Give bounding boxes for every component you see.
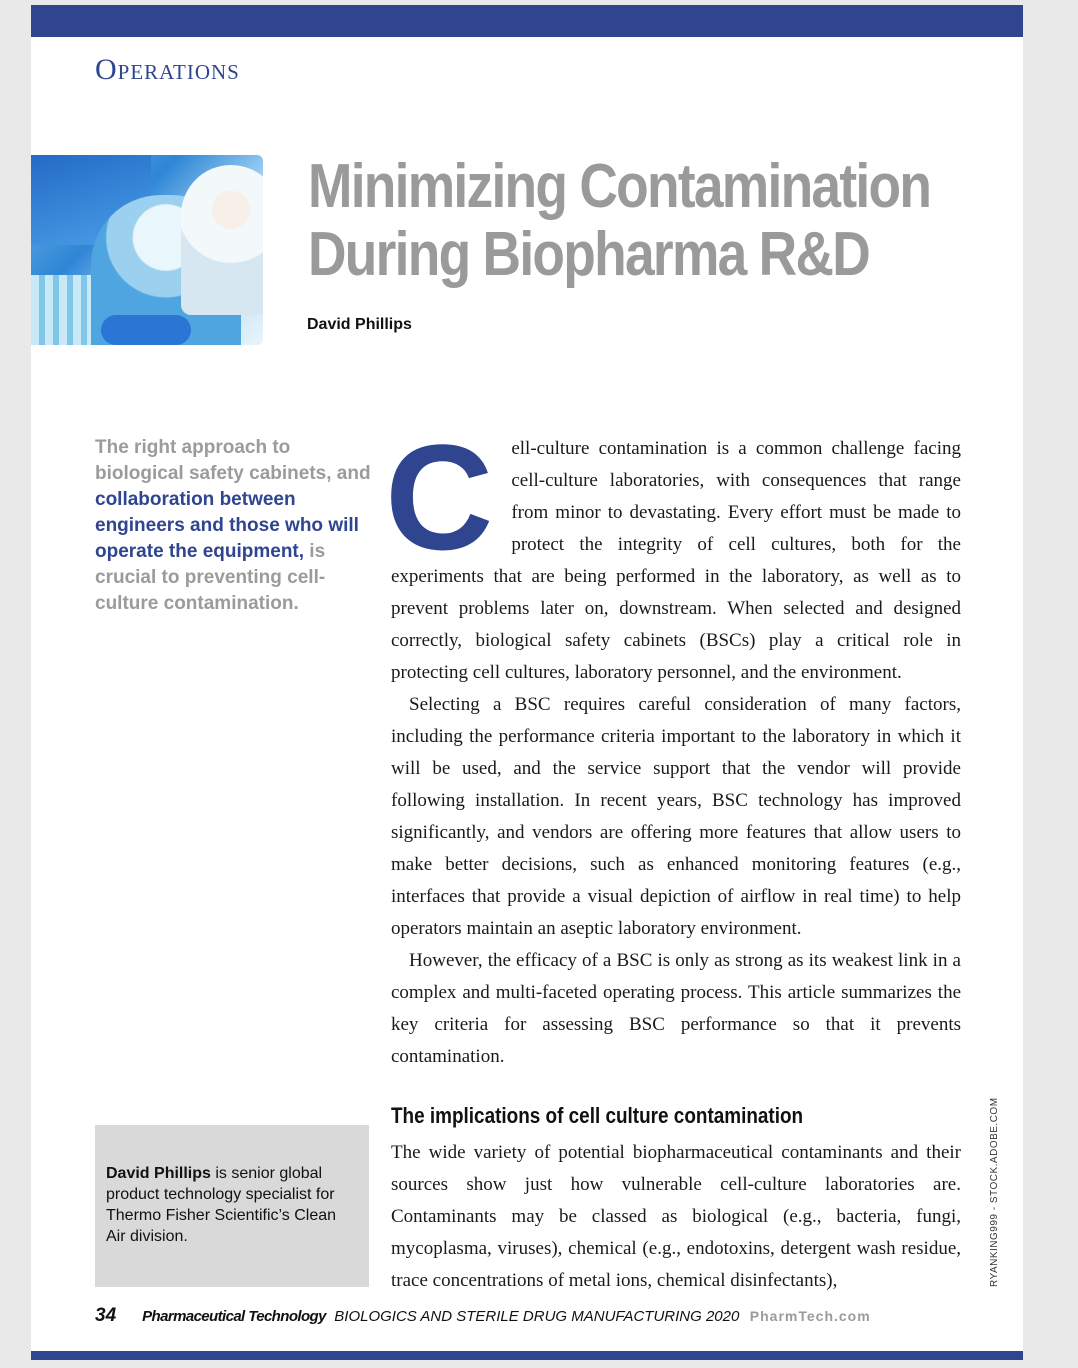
article-title [308,153,944,289]
bottom-color-bar [31,1351,1023,1360]
website-link[interactable]: PharmTech.com [749,1308,871,1324]
subsection-heading: The implications of cell culture contamination [391,1103,804,1128]
pull-quote-part-2: is crucial to preventing cell-culture contamination. [95,541,326,614]
title-line-1: Minimizing Contamination [308,152,931,221]
issue-name: BIOLOGICS AND STERILE DRUG MANUFACTURING 2020 [334,1308,740,1325]
lab-scientists-photo [31,155,263,345]
author-byline: David Phillips [307,316,412,333]
article-body [385,413,961,1073]
bio-name: David Phillips [106,1165,211,1182]
body-paragraph-2: Selecting a BSC requires careful consideration of many factors, including the performance criteria important to the laboratory in which it will be used, and the service support that the vendor will provide following installation. In recent years, BSC technology has improved significantly, and vendors are offering more features that allow users to make better decisions, such as enhanced monitoring features (e.g., interfaces that provide a visual depiction of airflow in real time) to help operators maintain an aseptic laboratory environment. [391,694,961,939]
drop-cap: C [385,413,494,581]
top-color-bar [31,5,1023,37]
body-paragraph-3: However, the efficacy of a BSC is only as strong as its weakest link in a complex and multi-faceted operating process. This article summarizes the key criteria for assessing BSC performance so that it prevents contamination. [391,950,961,1067]
publication-name: Pharmaceutical Technology [142,1308,326,1325]
section-label: Operations [95,53,240,86]
photo-credit: RYANKING999 - STOCK.ADOBE.COM [989,1097,1000,1287]
magazine-page [31,5,1023,1360]
body-paragraph-1 [385,413,961,689]
subsection-paragraph-1: The wide variety of potential biopharmaceutical contaminants and their sources show just how vulnerable cell-culture laboratories are. Contaminants may be classed as biological (e.g., bacteria, fungi, mycoplasma, viruses), chemical (e.g., endotoxins, detergent wash residue, trace concentrations of metal ions, chemical disinfectants), [391,1142,961,1291]
subsection-body [391,1137,961,1297]
author-bio-box [95,1125,369,1287]
body-paragraph-1-text: ell-culture contamination is a common challenge facing cell-culture laboratories, with consequences that range from minor to devastating. Every effort must be made to protect the integrity of cell cultures, both for the experiments that are being performed in the laboratory, as well as to prevent problems later on, downstream. When selected and designed correctly, biological safety cabinets (BSCs) play a critical role in protecting cell cultures, laboratory personnel, and the environment. [391,438,961,683]
title-line-2: During Biopharma R&D [308,220,870,289]
page-number: 34 [95,1305,117,1326]
pull-quote-part-1: The right approach to biological safety cabinets, and [95,437,371,484]
bio-text: is senior global product technology specialist for Thermo Fisher Scientific’s Clean Air division. [106,1165,337,1245]
page-footer [95,1305,871,1327]
pull-quote-highlight: collaboration between engineers and those who will operate the equipment, [95,489,359,562]
pull-quote [95,435,375,617]
